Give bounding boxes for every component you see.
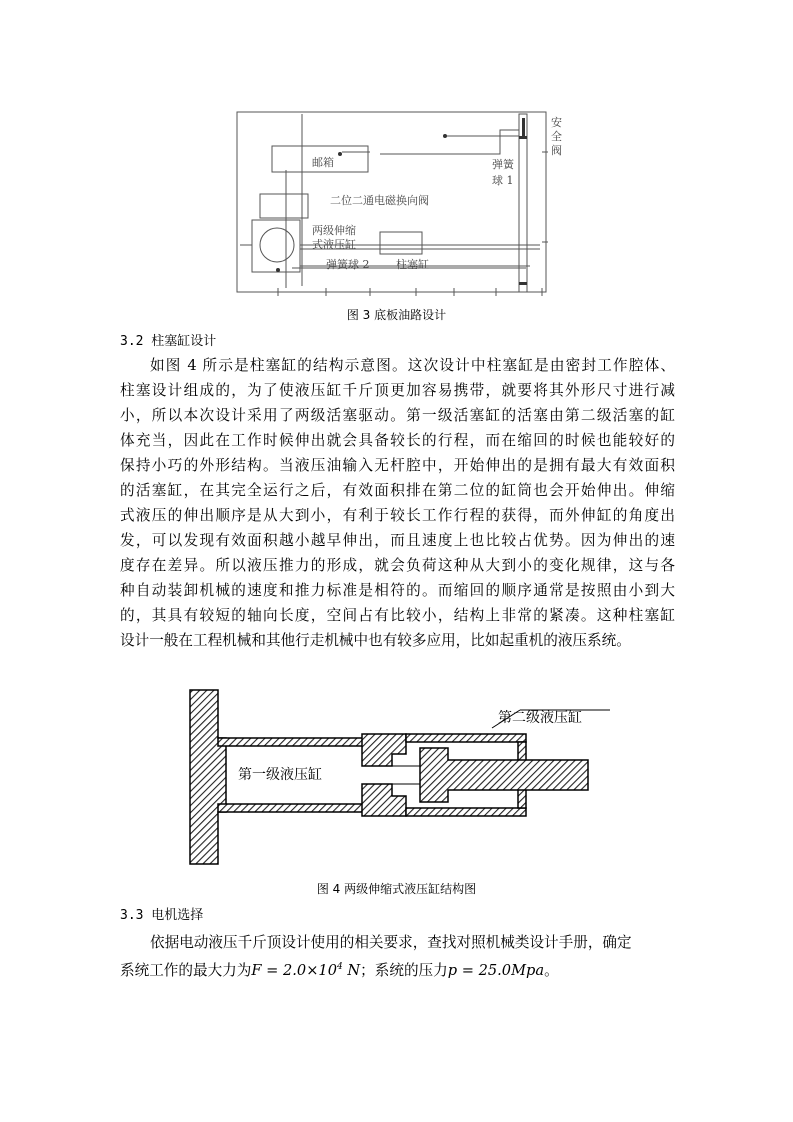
figure-4-telescopic-cylinder-diagram — [180, 688, 610, 868]
label-safety-valve-3: 阀 — [551, 144, 562, 157]
label-spring-ball-1-b: 球 1 — [492, 174, 514, 187]
label-telescopic-cylinder-b: 式液压缸 — [312, 238, 356, 251]
paragraph-line: 依据电动液压千斤顶设计使用的相关要求，查找对照机械类设计手册，确定 — [150, 934, 632, 951]
paragraph-line: 度存在差异。所以液压推力的形成，就会负荷这种从大到小的变化规律，这与各 — [120, 557, 675, 574]
paragraph-line: 保持小巧的外形结构。当液压油输入无杆腔中，开始伸出的是拥有最大有效面积 — [120, 457, 675, 474]
label-solenoid-valve: 二位二通电磁换向阀 — [330, 194, 429, 207]
formula-max-force — [251, 962, 360, 979]
paragraph-line: 设计一般在工程机械和其他行走机械中也有较多应用，比如起重机的液压系统。 — [120, 632, 631, 649]
section-3-2-paragraph — [120, 353, 675, 653]
figure-3-oil-circuit-diagram — [230, 108, 575, 298]
paragraph-line: 小，所以本次设计采用了两级活塞驱动。第一级活塞缸的活塞由第二级活塞的缸 — [120, 407, 675, 424]
paragraph-line: 如图 4 所示是柱塞缸的结构示意图。这次设计中柱塞缸是由密封工作腔体、 — [150, 357, 675, 374]
paragraph-line: 柱塞设计组成的，为了使液压缸千斤顶更加容易携带，就要将其外形尺寸进行减 — [120, 382, 675, 399]
section-3-3-heading: 3.3 电机选择 — [120, 908, 204, 923]
paragraph-line: 发，可以发现有效面积越小越早伸出，而且速度上也比较占优势。因为伸出的速 — [120, 532, 675, 549]
formula-F-exponent: 4 — [337, 962, 343, 972]
label-first-stage-cylinder: 第一级液压缸 — [238, 767, 322, 783]
paragraph-line: 的活塞缸，在其完全运行之后，有效面积排在第二位的缸筒也会开始伸出。伸缩 — [120, 482, 675, 499]
label-spring-ball-1-a: 弹簧 — [492, 158, 514, 171]
paragraph-line: 体充当，因此在工作时候伸出就会具备较长的行程，而在缩回的时候也能较好的 — [120, 432, 675, 449]
text-pressure-mid: ；系统的压力 — [360, 961, 448, 979]
section-3-3-paragraph — [120, 930, 675, 983]
label-safety-valve-1: 安 — [551, 116, 562, 129]
text-end-period: 。 — [544, 961, 559, 979]
text-max-force-prefix: 系统工作的最大力为 — [120, 961, 252, 979]
label-telescopic-cylinder-a: 两级伸缩 — [312, 224, 356, 237]
figure-4-caption: 图 4 两级伸缩式液压缸结构图 — [316, 882, 477, 896]
formula-F-base: F = 2.0×10 — [251, 961, 337, 979]
section-3-2-heading: 3.2 柱塞缸设计 — [120, 334, 217, 349]
label-plunger-cylinder: 柱塞缸 — [396, 258, 429, 271]
paragraph-line: 的，其具有较短的轴向长度，空间占有比较小，结构上非常的紧凑。这种柱塞缸 — [120, 607, 675, 624]
paragraph-line: 种自动装卸机械的速度和推力标准是相符的。而缩回的顺序通常是按照由小到大 — [120, 582, 675, 599]
label-second-stage-cylinder: 第二级液压缸 — [498, 710, 582, 726]
formula-F-unit: N — [347, 961, 361, 979]
label-safety-valve-2: 全 — [551, 130, 562, 143]
formula-pressure: p = 25.0Mpa — [447, 961, 545, 979]
figure-3-caption: 图 3 底板油路设计 — [346, 308, 447, 322]
paragraph-line: 式液压的伸出顺序是从大到小，有利于较长工作行程的获得，而外伸缸的角度出 — [120, 507, 675, 524]
paragraph-line — [120, 955, 675, 983]
label-spring-ball-2: 弹簧球 2 — [326, 258, 370, 271]
label-mailbox: 邮箱 — [312, 156, 334, 169]
